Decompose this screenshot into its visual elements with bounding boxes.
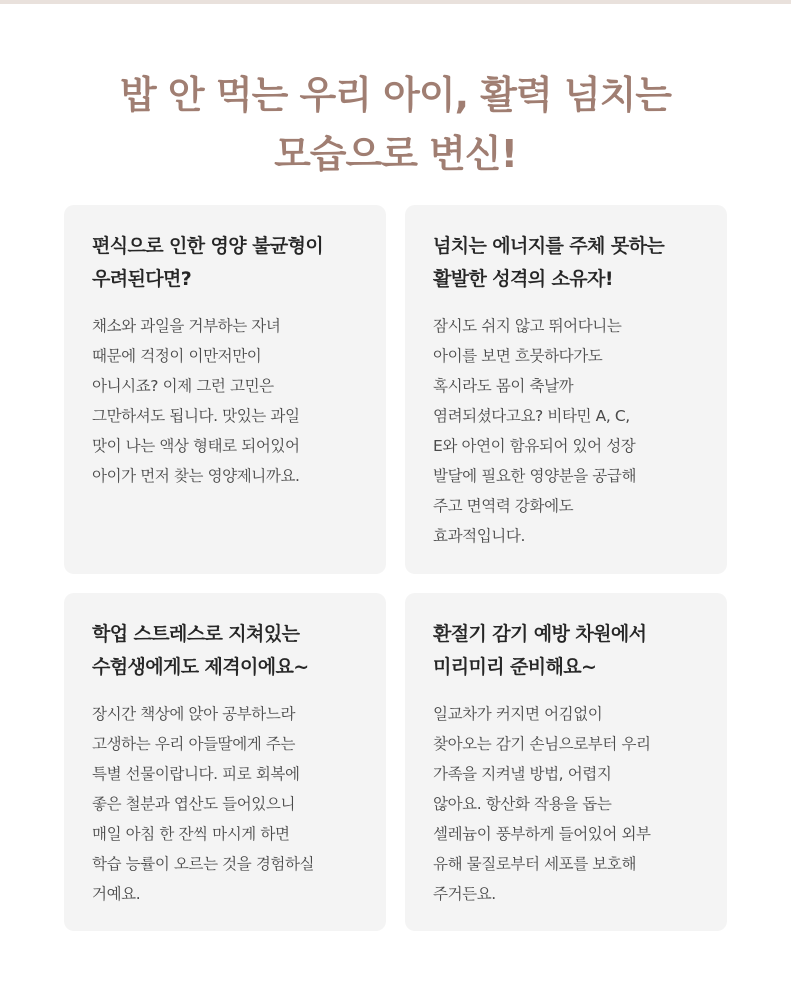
card-body-line: 채소와 과일을 거부하는 자녀: [92, 317, 281, 335]
card-body-line: E와 아연이 함유되어 있어 성장: [433, 437, 636, 455]
card-title-line: 편식으로 인한 영양 불균형이: [92, 235, 324, 257]
card-body-line: 때문에 걱정이 이만저만이: [92, 347, 262, 365]
card-title: [92, 230, 368, 296]
card-body-line: 학습 능률이 오르는 것을 경험하실: [92, 855, 315, 873]
card-title-line: 수험생에게도 제격이에요~: [92, 656, 309, 678]
card-body-line: 그만하셔도 됩니다. 맛있는 과일: [92, 407, 300, 425]
card-body: [92, 699, 368, 909]
card-title-line: 학업 스트레스로 지쳐있는: [92, 623, 300, 645]
feature-card-students: [64, 593, 386, 931]
top-divider: [0, 0, 791, 4]
card-body-line: 주고 면역력 강화에도: [433, 497, 574, 515]
feature-card-picky-eating: [64, 205, 386, 574]
card-title: [433, 230, 709, 296]
card-title-line: 활발한 성격의 소유자!: [433, 268, 613, 290]
card-body-line: 효과적입니다.: [433, 527, 525, 545]
card-body-line: 않아요. 항산화 작용을 돕는: [433, 795, 612, 813]
card-body-line: 매일 아침 한 잔씩 마시게 하면: [92, 825, 290, 843]
card-body-line: 셀레늄이 풍부하게 들어있어 외부: [433, 825, 651, 843]
card-body-line: 아이가 먼저 찾는 영양제니까요.: [92, 467, 300, 485]
card-body: [433, 699, 709, 909]
card-body-line: 장시간 책상에 앉아 공부하느라: [92, 705, 296, 723]
card-title-line: 미리미리 준비해요~: [433, 656, 597, 678]
card-title-line: 환절기 감기 예방 차원에서: [433, 623, 647, 645]
card-body-line: 맛이 나는 액상 형태로 되어있어: [92, 437, 300, 455]
card-body-line: 특별 선물이랍니다. 피로 회복에: [92, 765, 300, 783]
card-body-line: 좋은 철분과 엽산도 들어있으니: [92, 795, 296, 813]
card-body-line: 거예요.: [92, 885, 141, 903]
card-title: [92, 618, 368, 684]
card-body-line: 유해 물질로부터 세포를 보호해: [433, 855, 637, 873]
feature-card-cold-prevention: [405, 593, 727, 931]
card-body: [92, 311, 368, 491]
card-body-line: 찾아오는 감기 손님으로부터 우리: [433, 735, 651, 753]
headline-line-1: 밥 안 먹는 우리 아이, 활력 넘치는: [119, 73, 672, 117]
card-body-line: 아니시죠? 이제 그런 고민은: [92, 377, 274, 395]
card-body-line: 혹시라도 몸이 축날까: [433, 377, 574, 395]
card-body: [433, 311, 709, 551]
page-headline: [0, 66, 791, 184]
headline-line-2: 모습으로 변신!: [274, 132, 517, 176]
card-body-line: 고생하는 우리 아들딸에게 주는: [92, 735, 296, 753]
card-body-line: 일교차가 커지면 어김없이: [433, 705, 603, 723]
card-body-line: 발달에 필요한 영양분을 공급해: [433, 467, 637, 485]
card-body-line: 주거든요.: [433, 885, 496, 903]
feature-card-active-kids: [405, 205, 727, 574]
card-title-line: 우려된다면?: [92, 268, 192, 290]
card-body-line: 아이를 보면 흐뭇하다가도: [433, 347, 603, 365]
card-body-line: 가족을 지켜낼 방법, 어렵지: [433, 765, 612, 783]
card-body-line: 염려되셨다고요? 비타민 A, C,: [433, 407, 630, 425]
card-title: [433, 618, 709, 684]
card-body-line: 잠시도 쉬지 않고 뛰어다니는: [433, 317, 622, 335]
card-title-line: 넘치는 에너지를 주체 못하는: [433, 235, 665, 257]
